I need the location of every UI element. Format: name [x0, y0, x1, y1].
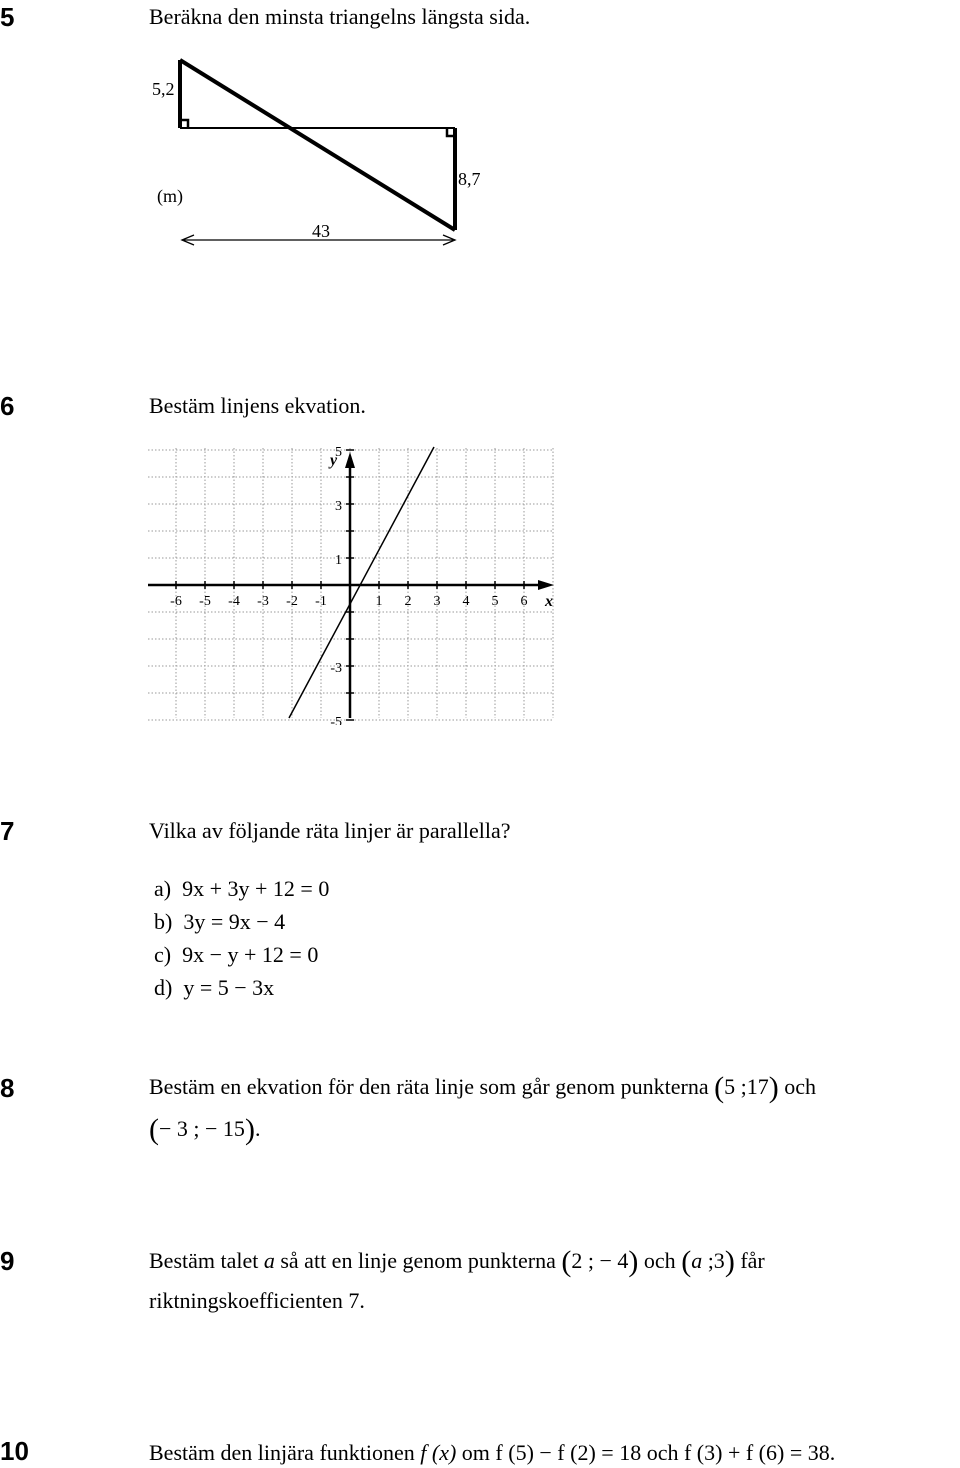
question-10-text: Bestäm den linjära funktionen f (x) om f (5) − f (2) = 18 och f (3) + f (6) = 38.	[149, 1440, 836, 1465]
question-7-text: Vilka av följande räta linjer är parallella?	[149, 818, 511, 843]
function-fx: f (x)	[420, 1440, 457, 1465]
triangle-hypotenuse	[180, 60, 455, 230]
x-axis-arrow	[538, 580, 554, 590]
question-number-8: 8	[0, 1073, 15, 1103]
option-b: b) 3y = 9x − 4	[154, 909, 286, 934]
question-8-line-1: Bestäm en ekvation för den räta linje som går genom punkterna (5 ;17) och	[149, 1071, 816, 1104]
y-tick-label: 3	[335, 499, 342, 514]
option-d-equation: y = 5 − 3x	[183, 975, 275, 1000]
point-1: 5 ;17	[724, 1074, 769, 1099]
x-tick-label: -5	[199, 594, 211, 609]
option-a: a) 9x + 3y + 12 = 0	[154, 876, 330, 901]
question-9-line-2: riktningskoefficienten 7.	[149, 1288, 365, 1313]
point-1: 2 ; − 4	[571, 1248, 629, 1273]
y-tick-label: 5	[335, 445, 342, 460]
y-tick-label: -5	[330, 715, 342, 725]
y-axis-arrow	[345, 452, 355, 468]
x-tick-label: -6	[170, 594, 182, 609]
y-axis-label: y	[330, 452, 338, 469]
question-number-6: 6	[0, 391, 15, 421]
question-number-5: 5	[0, 2, 15, 32]
question-6-text: Bestäm linjens ekvation.	[149, 393, 366, 418]
option-b-equation: 3y = 9x − 4	[183, 909, 286, 934]
condition-2: f (3) + f (6) = 38	[683, 1440, 830, 1465]
question-number-10: 10	[0, 1436, 29, 1466]
option-c-equation: 9x − y + 12 = 0	[182, 942, 319, 967]
point-2: − 3 ; − 15	[159, 1116, 245, 1141]
label-left-height: 5,2	[152, 79, 175, 99]
label-right-height: 8,7	[458, 169, 481, 189]
option-c: c) 9x − y + 12 = 0	[154, 942, 319, 967]
option-d: d) y = 5 − 3x	[154, 975, 275, 1000]
x-tick-label: -1	[315, 594, 327, 609]
question-number-9: 9	[0, 1246, 15, 1276]
x-tick-label: 6	[520, 594, 528, 609]
question-9-line-1: Bestäm talet a så att en linje genom punkterna (2 ; − 4) och (a ;3) får	[149, 1245, 765, 1278]
x-tick-label: 2	[404, 594, 412, 609]
label-unit: (m)	[157, 186, 183, 206]
x-tick-label: -3	[257, 594, 269, 609]
y-tick-label: -3	[330, 661, 342, 676]
x-tick-label: -4	[228, 594, 240, 609]
option-a-equation: 9x + 3y + 12 = 0	[182, 876, 330, 901]
question-number-7: 7	[0, 816, 15, 846]
x-tick-label: 1	[375, 594, 383, 609]
y-tick-label: 1	[335, 553, 342, 568]
condition-1: f (5) − f (2) = 18	[495, 1440, 642, 1465]
coordinate-graph	[140, 440, 570, 725]
label-base: 43	[312, 221, 330, 241]
x-tick-label: 3	[433, 594, 441, 609]
graph-line	[289, 447, 434, 718]
x-tick-label: 4	[462, 594, 470, 609]
x-tick-label: 5	[491, 594, 499, 609]
question-5-text: Beräkna den minsta triangelns längsta sida.	[149, 4, 531, 29]
triangle-figure	[140, 50, 490, 250]
x-tick-label: -2	[286, 594, 298, 609]
x-axis-label: x	[545, 593, 553, 610]
question-8-line-2: (− 3 ; − 15).	[149, 1113, 261, 1146]
